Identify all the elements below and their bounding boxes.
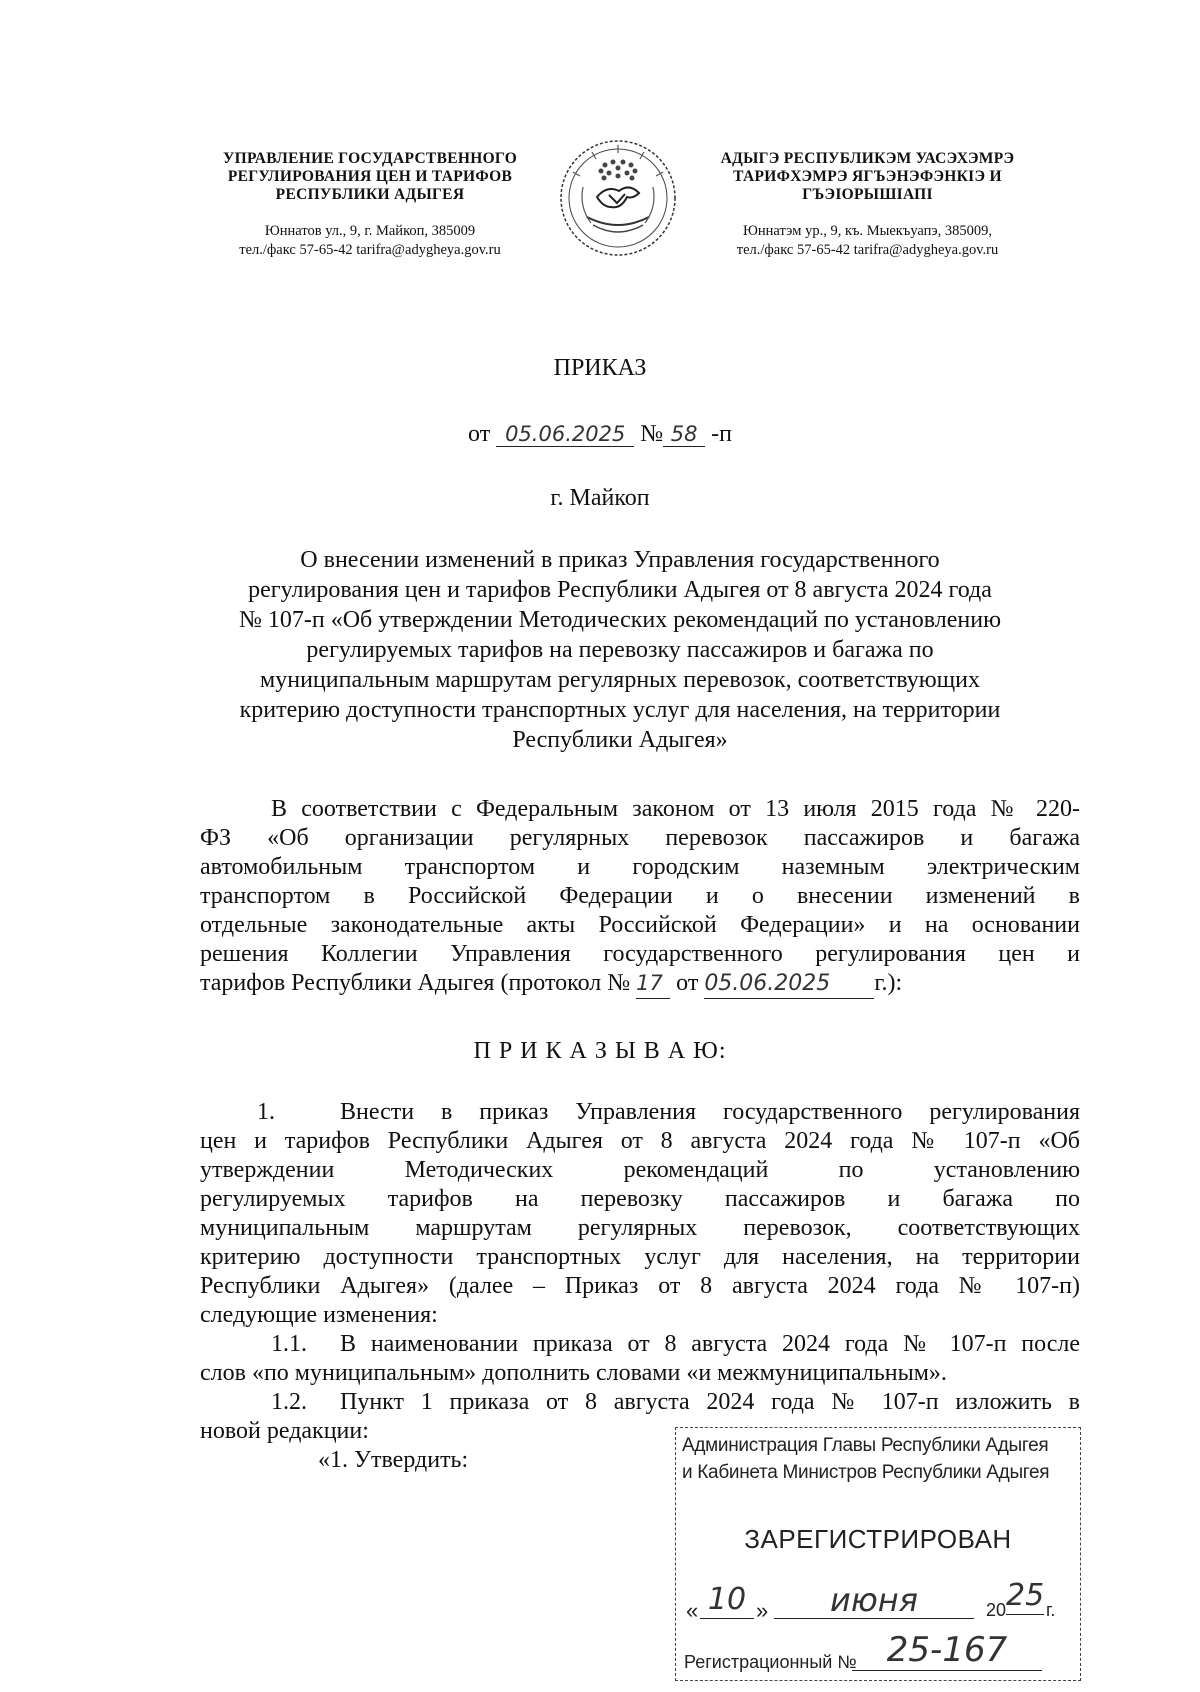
preamble-line: решения Коллегии Управления государственного регулирования цен и (200, 941, 1080, 967)
header-right-org-line3: ГЪЭIОРЫШIАПI (802, 186, 933, 203)
item-1-2-text: Пункт 1 приказа от 8 августа 2024 года № 107-п изложить в (340, 1389, 1080, 1415)
handwritten-protocol-date: 05.06.2025 (704, 969, 874, 999)
handwritten-number: 58 (663, 422, 705, 447)
item-1-line: цен и тарифов Республики Адыгея от 8 августа 2024 года № 107-п «Об (200, 1128, 1080, 1154)
preamble-line: транспортом в Российской Федерации и о внесении изменений в (200, 883, 1080, 909)
item-1-1 (200, 1330, 1080, 1388)
header-left-contact: тел./факс 57-65-42 tarifra@adygheya.gov.ru (239, 242, 501, 258)
stamp-line1: Администрация Главы Республики Адыгея (682, 1435, 1049, 1456)
document-type: ПРИКАЗ (553, 355, 647, 381)
subject-line: регулирования цен и тарифов Республики Адыгея от 8 августа 2024 года (248, 577, 992, 603)
document-date-number (0, 421, 1200, 448)
item-1-2-quote-start: «1. Утвердить: (318, 1447, 469, 1473)
order-heading: П Р И К А З Ы В А Ю: (473, 1038, 727, 1064)
item-1-line: следующие изменения: (200, 1302, 438, 1328)
stamp-handwritten-month: июня (774, 1582, 974, 1619)
subject-line: муниципальным маршрутам регулярных перевозок, соответствующих (260, 667, 980, 693)
stamp-reg-label: Регистрационный № (684, 1652, 857, 1672)
handwritten-date: 05.06.2025 (496, 422, 634, 447)
item-1-1-line: слов «по муниципальным» дополнить словами «и межмуниципальным». (200, 1360, 947, 1386)
item-1-1-number: 1.1. (271, 1331, 307, 1357)
item-1-line: регулируемых тарифов на перевозку пассажиров и багажа по (200, 1186, 1080, 1212)
header-right-org-line1: АДЫГЭ РЕСПУБЛИКЭМ УАСЭХЭМРЭ (720, 150, 1015, 167)
subject-line: критерию доступности транспортных услуг для населения, на территории (239, 697, 1001, 723)
stamp-line2: и Кабинета Министров Республики Адыгея (682, 1462, 1050, 1483)
city: г. Майкоп (550, 485, 650, 511)
preamble-last-line (200, 969, 1080, 998)
item-1-line: Республики Адыгея» (далее – Приказ от 8 августа 2024 года № 107-п) (200, 1273, 1080, 1299)
item-1-2-line: новой редакции: (200, 1418, 369, 1444)
preamble-line: отдельные законодательные акты Российской Федерации» и на основании (200, 912, 1080, 938)
item-1-2-number: 1.2. (271, 1389, 307, 1415)
stamp-year-prefix: 20 (986, 1600, 1007, 1620)
registration-stamp (675, 1427, 1081, 1681)
item-1 (200, 1098, 1080, 1330)
subject-line: № 107-п «Об утверждении Методических рекомендаций по установлению (238, 607, 1002, 633)
header-right (695, 150, 1040, 204)
header-left-address: Юннатов ул., 9, г. Майкоп, 385009 (264, 223, 476, 239)
preamble-line: автомобильным транспортом и городским наземным электрическим (200, 854, 1080, 880)
date-prefix: от (468, 421, 491, 447)
subject-line: регулируемых тарифов на перевозку пассажиров и багажа по (306, 637, 934, 663)
preamble-line: ФЗ «Об организации регулярных перевозок пассажиров и багажа (200, 825, 1080, 851)
subject-line: Республики Адыгея» (512, 727, 728, 753)
stamp-status: ЗАРЕГИСТРИРОВАН (744, 1524, 1012, 1554)
item-1-line: критерию доступности транспортных услуг для населения, на территории (200, 1244, 1080, 1270)
item-1-line: утверждении Методических рекомендаций по установлению (200, 1157, 1080, 1183)
item-1-text: Внести в приказ Управления государственного регулирования (340, 1099, 1080, 1125)
stamp-year-suffix: г. (1046, 1600, 1056, 1620)
stamp-handwritten-year: 25 (1006, 1578, 1045, 1613)
header-right-contacts (695, 222, 1040, 260)
item-1-1-first-line (200, 1330, 1080, 1359)
header-left (195, 150, 545, 204)
handwritten-protocol-number: 17 (636, 969, 670, 999)
header-right-org-line2: ТАРИФХЭМРЭ ЯГЪЭНЭФЭНКIЭ И (733, 168, 1002, 185)
stamp-org (682, 1432, 1049, 1486)
item-1-first-line (200, 1098, 1080, 1127)
preamble-line: В соответствии с Федеральным законом от 13 июля 2015 года № 220- (271, 796, 1080, 822)
header-left-org-line2: РЕГУЛИРОВАНИЯ ЦЕН И ТАРИФОВ (227, 168, 513, 185)
item-1-2-first-line (200, 1388, 1080, 1417)
item-1-1-text: В наименовании приказа от 8 августа 2024 года № 107-п после (340, 1331, 1080, 1357)
header-left-org-line1: УПРАВЛЕНИЕ ГОСУДАРСТВЕННОГО (222, 150, 518, 167)
subject-line: О внесении изменений в приказ Управления государственного (300, 547, 940, 573)
preamble-last-middle: от (676, 970, 699, 996)
header-right-address: Юннатэм ур., 9, къ. Мыекъуапэ, 385009, (742, 223, 993, 239)
item-1-line: муниципальным маршрутам регулярных перевозок, соответствующих (200, 1215, 1080, 1241)
number-suffix: -п (711, 421, 732, 447)
subject-block (160, 545, 1080, 755)
header-right-contact: тел./факс 57-65-42 tarifra@adygheya.gov.ru (736, 242, 999, 258)
coat-of-arms-emblem (557, 137, 679, 259)
stamp-close-quote: » (756, 1598, 769, 1623)
stamp-date (686, 1578, 1066, 1628)
stamp-open-quote: « (686, 1598, 699, 1623)
preamble (200, 795, 1080, 998)
item-1-number: 1. (257, 1099, 275, 1125)
number-prefix: № (640, 421, 664, 447)
stamp-handwritten-day: 10 (700, 1582, 754, 1619)
preamble-last-after: г.): (874, 970, 903, 996)
header-left-org-line3: РЕСПУБЛИКИ АДЫГЕЯ (275, 186, 465, 203)
header-left-contacts (195, 222, 545, 260)
stamp-handwritten-reg-number: 25-167 (852, 1630, 1042, 1671)
preamble-last-before: тарифов Республики Адыгея (протокол № (200, 970, 631, 996)
